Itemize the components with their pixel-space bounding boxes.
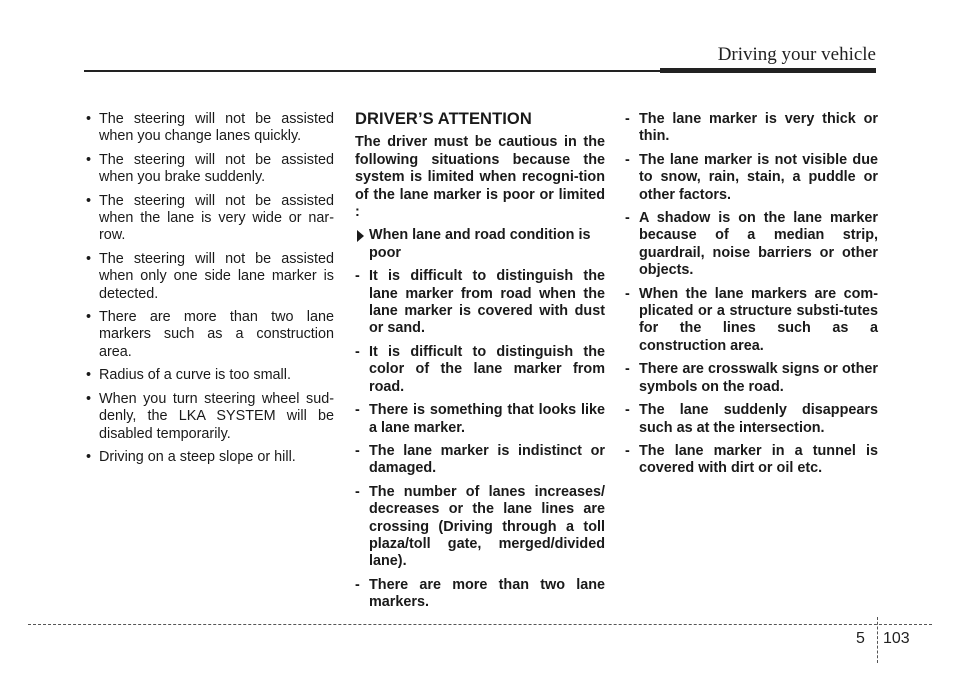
arrow-right-icon [357,230,364,242]
section-title: DRIVER’S ATTENTION [355,110,532,128]
list-item: • There are more than two lane markers such as a construction area. [86,309,334,361]
list-item: - There are crosswalk signs or other symbols on the road. [625,361,878,395]
list-item: - The lane marker in a tunnel is covered with dirt or oil etc. [625,442,878,477]
intro-paragraph: The driver must be cautious in the following situations because the system is limited when recogni-tion of the lane marker is poor or limited : [355,134,605,221]
conditions-list-continued [625,111,878,478]
list-item: - The lane marker is very thick or thin. [625,111,878,145]
column-2 [355,111,605,618]
list-item: • Radius of a curve is too small. [86,367,334,384]
subheading [355,227,605,262]
column-1 [86,111,334,472]
limitations-list [86,111,334,466]
list-item: • Driving on a steep slope or hill. [86,449,334,466]
list-item: • The steering will not be assisted when you change lanes quickly. [86,111,334,146]
list-item: - It is difficult to distinguish the lane marker from road when the lane marker is covered with dust or sand. [355,268,605,337]
list-item: - When the lane markers are com-plicated or a structure substi-tutes for the lines such as a construction area. [625,285,878,354]
list-item: - The lane marker is indistinct or damaged. [355,442,605,477]
page-number: 103 [883,630,910,647]
list-item: - There is something that looks like a lane marker. [355,402,605,436]
list-item: - There are more than two lane markers. [355,576,605,611]
column-3 [625,111,878,484]
list-item: - The number of lanes increases/ decreases or the lane lines are crossing (Driving through a toll plaza/toll gate, merged/divided lane). [355,483,605,570]
list-item: • When you turn steering wheel sud-denly, the LKA SYSTEM will be disabled temporarily. [86,391,334,443]
list-item: • The steering will not be assisted when you brake suddenly. [86,152,334,187]
conditions-list [355,268,605,611]
header-rule-accent [660,68,876,73]
list-item: • The steering will not be assisted when only one side lane marker is detected. [86,251,334,303]
subheading-text: When lane and road condition is poor [369,227,591,261]
footer-divider [877,617,878,663]
chapter-number: 5 [856,630,865,647]
list-item: • The steering will not be assisted when the lane is very wide or nar-row. [86,193,334,245]
list-item: - A shadow is on the lane marker because of a median strip, guardrail, noise barriers or other objects. [625,210,878,279]
footer-rule [28,624,932,625]
page-header-title: Driving your vehicle [717,44,876,65]
list-item: - It is difficult to distinguish the color of the lane marker from road. [355,343,605,395]
list-item: - The lane marker is not visible due to snow, rain, stain, a puddle or other factors. [625,151,878,203]
list-item: - The lane suddenly disappears such as at the intersection. [625,402,878,436]
